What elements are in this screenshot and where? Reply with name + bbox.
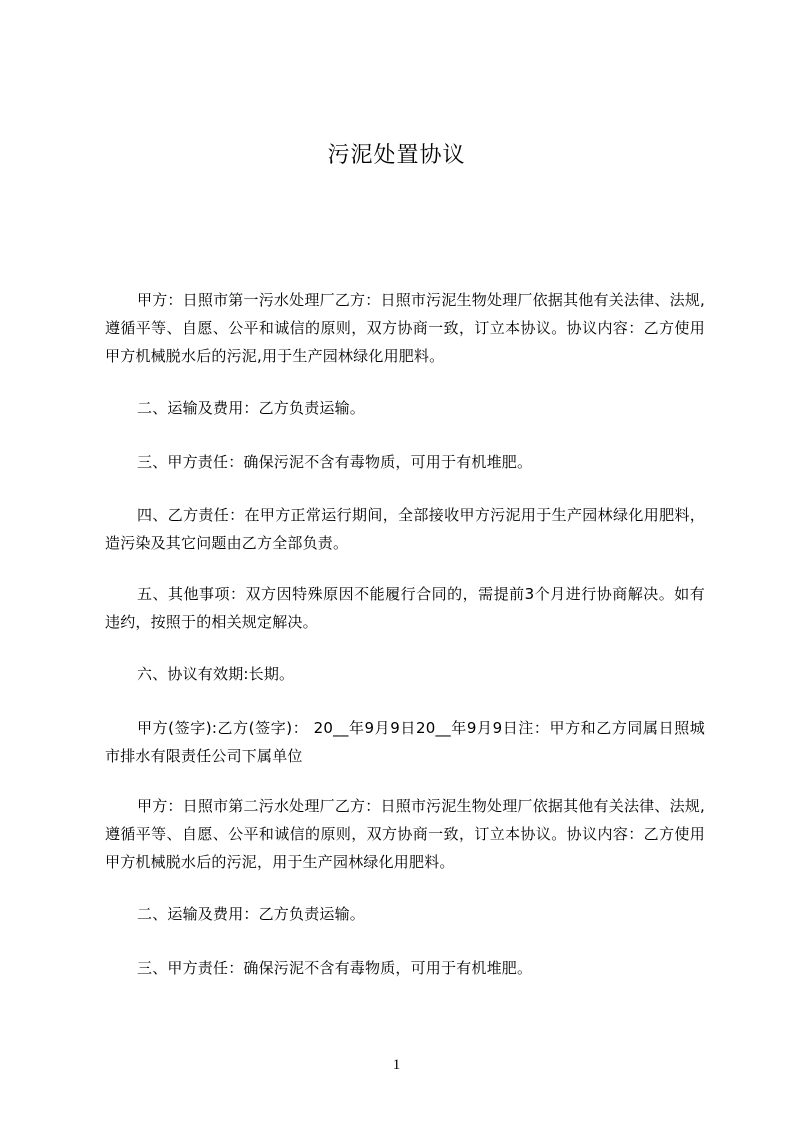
- document-title: 污泥处置协议: [327, 143, 466, 168]
- paragraph-validity: 六、协议有效期:长期。: [137, 665, 295, 683]
- paragraph-party-a-duty-2: 三、甲方责任：确保污泥不含有毒物质，可用于有机堆肥。: [137, 959, 533, 977]
- paragraph-transport-2: 二、运输及费用：乙方负责运输。: [137, 905, 366, 923]
- paragraph-other-matters: 五、其他事项：双方因特殊原因不能履行合同的，需提前3个月进行协商解决。如有违约，按照于的相关规定解决。: [105, 585, 705, 631]
- page-number: 1: [392, 1057, 401, 1073]
- paragraph-signatures: 甲方(签字):乙方(签字)： 20__年9月9日20__年9月9日注：甲方和乙方同属日照城市排水有限责任公司下属单位: [105, 719, 705, 765]
- paragraph-party-a-duty-1: 三、甲方责任：确保污泥不含有毒物质，可用于有机堆肥。: [137, 453, 533, 471]
- paragraph-party-intro-2: 甲方：日照市第二污水处理厂乙方：日照市污泥生物处理厂依据其他有关法律、法规,遵循平等、自愿、公平和诚信的原则，双方协商一致，订立本协议。协议内容：乙方使用甲方机械脱水后的污泥，用于生产园林绿化用肥料。: [105, 797, 705, 871]
- paragraph-party-b-duty: 四、乙方责任：在甲方正常运行期间，全部接收甲方污泥用于生产园林绿化用肥料，造污染及其它问题由乙方全部负责。: [105, 506, 705, 552]
- paragraph-transport-1: 二、运输及费用：乙方负责运输。: [137, 399, 366, 417]
- paragraph-party-intro-1: 甲方：日照市第一污水处理厂乙方：日照市污泥生物处理厂依据其他有关法律、法规,遵循平等、自愿、公平和诚信的原则，双方协商一致，订立本协议。协议内容：乙方使用甲方机械脱水后的污泥,用于生产园林绿化用肥料。: [105, 291, 705, 365]
